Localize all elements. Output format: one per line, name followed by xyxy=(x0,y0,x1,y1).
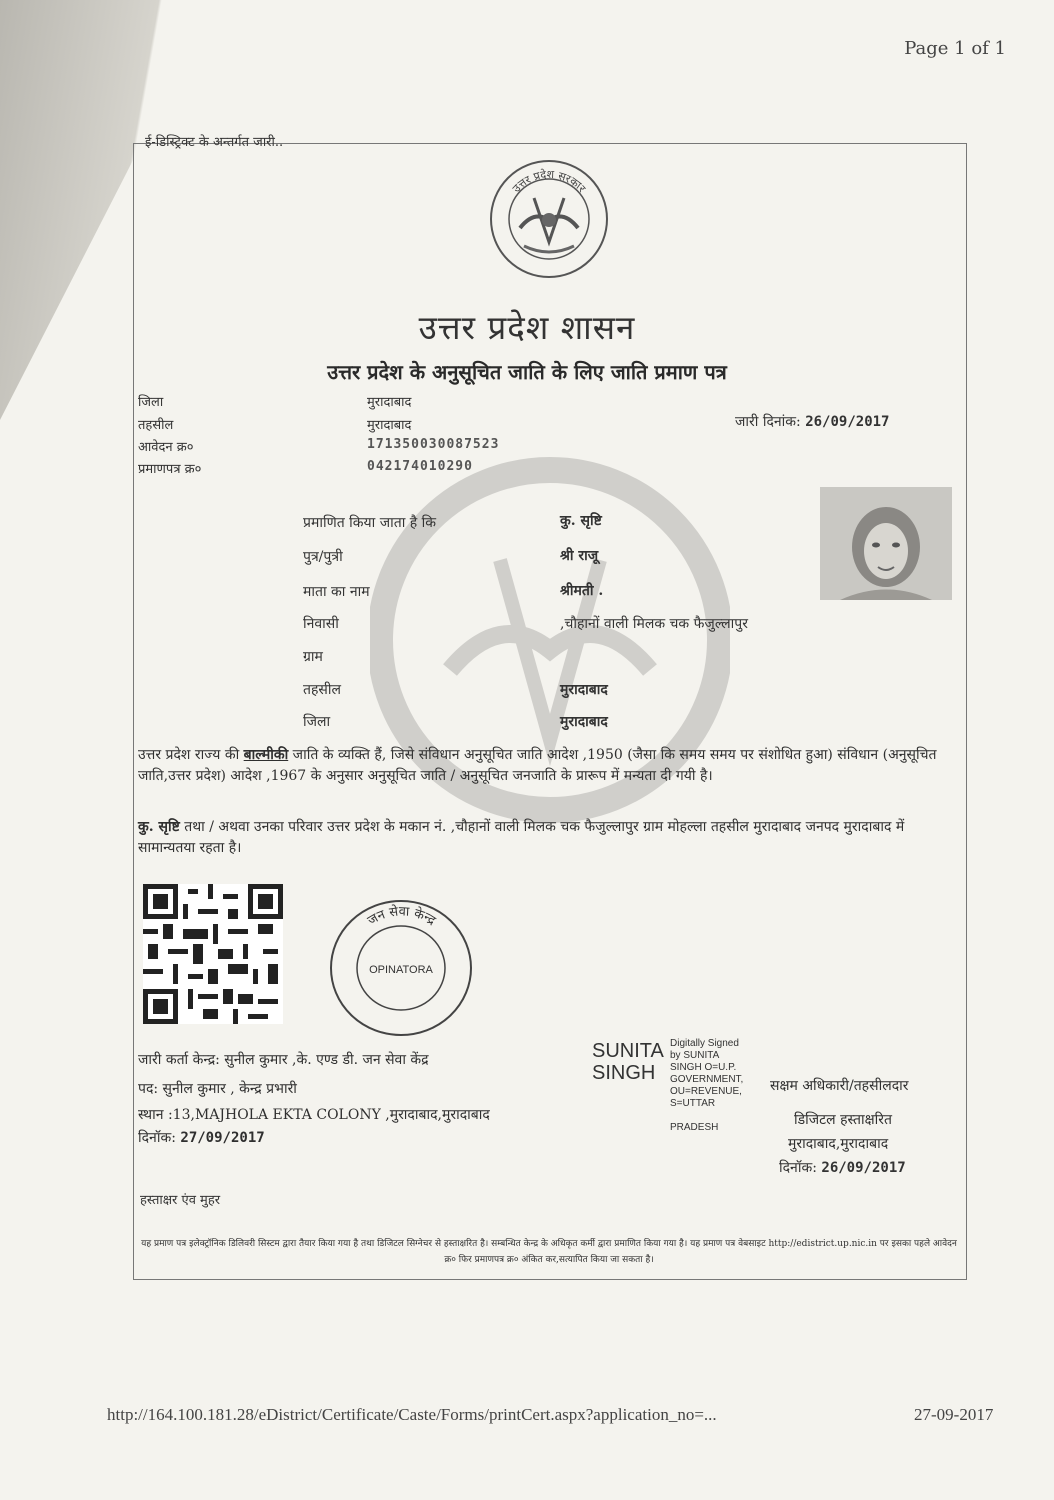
verification-note: यह प्रमाण पत्र इलेक्ट्रॉनिक डिलिवरी सिस्टम द्वारा तैयार किया गया है तथा डिजिटल सिग्नेचर से हस्ताक्षरित है। सम्बन्धित केन्द्र के अधिकृत कर्मी द्वारा प्रमाणित किया गया है। यह प्रमाण पत्र वेबसाइट http://edistrict.up.nic.in पर इसका पहले आवेदन क्र० फिर प्रमाणपत्र क्र० अंकित कर,सत्यापित किया जा सकता है। xyxy=(141,1239,957,1265)
tehsil-value: मुरादाबाद xyxy=(367,418,412,433)
detail-tehsil-value: मुरादाबाद xyxy=(560,682,608,698)
residence-applicant-name: कु. सृष्टि xyxy=(138,819,180,835)
signer-name xyxy=(592,1040,664,1084)
sig-line: OU=REVENUE, xyxy=(670,1086,742,1097)
certificate-subtitle: उत्तर प्रदेश के अनुसूचित जाति के लिए जाति प्रमाण पत्र xyxy=(327,360,727,384)
authority-date-label: दिनॉक: xyxy=(779,1160,817,1176)
mother-name: श्रीमती . xyxy=(560,583,604,599)
caste-name: बाल्मीकी xyxy=(243,747,289,763)
sig-line: PRADESH xyxy=(670,1122,719,1133)
qr-code xyxy=(143,884,283,1024)
sig-line: Digitally Signed xyxy=(670,1038,739,1049)
application-no-label: आवेदन क्र० xyxy=(138,440,194,455)
district-label: जिला xyxy=(138,395,164,410)
issue-date-label: जारी दिनांक: xyxy=(735,414,801,430)
village-label: ग्राम xyxy=(303,649,323,665)
print-url: http://164.100.181.28/eDistrict/Certificate/Caste/Forms/printCert.aspx?application_no=... xyxy=(107,1405,717,1424)
watermark-emblem-icon xyxy=(370,440,730,860)
signer-name-line1: SUNITA xyxy=(592,1040,664,1062)
issuer-place: स्थान :13,MAJHOLA EKTA COLONY ,मुरादाबाद,मुरादाबाद xyxy=(138,1107,490,1123)
detail-district-label: जिला xyxy=(303,714,331,730)
seal-text: जन सेवा केन्द्र xyxy=(365,904,439,929)
application-no-value: 171350030087523 xyxy=(367,437,500,452)
son-daughter-label: पुत्र/पुत्री xyxy=(303,549,343,565)
seal-inner-text: OPINATORA xyxy=(369,964,433,976)
caste-statement xyxy=(138,745,958,787)
issue-date xyxy=(735,412,890,431)
mother-name-label: माता का नाम xyxy=(303,584,370,600)
authority-date-value: 26/09/2017 xyxy=(821,1160,906,1176)
certificate-no-label: प्रमाणपत्र क्र० xyxy=(138,462,202,477)
residence-text: तथा / अथवा उनका परिवार उत्तर प्रदेश के मकान नं. ,चौहानों वाली मिलक चक फैजुल्लापुर ग्राम मोहल्ला तहसील मुरादाबाद जनपद मुरादाबाद में सामान्यतया रहता है। xyxy=(138,819,905,856)
father-name: श्री राजू xyxy=(560,548,599,564)
sig-line: GOVERNMENT, xyxy=(670,1074,744,1085)
issuer-date-value: 27/09/2017 xyxy=(180,1130,265,1146)
signature-detail xyxy=(670,1038,743,1134)
sig-line: S=UTTAR xyxy=(670,1098,716,1109)
sig-line: SINGH O=U.P. xyxy=(670,1062,737,1073)
print-date: 27-09-2017 xyxy=(914,1405,994,1424)
issuer-date xyxy=(138,1128,265,1147)
competent-authority: सक्षम अधिकारी/तहसीलदार xyxy=(770,1078,909,1094)
detail-tehsil-label: तहसील xyxy=(303,682,341,698)
sig-line: by SUNITA xyxy=(670,1050,720,1061)
resident-label: निवासी xyxy=(303,616,339,632)
signature-and-seal-label: हस्ताक्षर एंव मुहर xyxy=(140,1193,221,1208)
tehsil-label: तहसील xyxy=(138,418,174,433)
certificate-title: उत्तर प्रदेश शासन xyxy=(418,308,636,347)
emblem-text: उत्तर प्रदेश सरकार xyxy=(509,167,589,196)
caste-statement-start: उत्तर प्रदेश राज्य की xyxy=(138,747,244,763)
signer-name-line2: SINGH xyxy=(592,1062,656,1084)
caste-statement-end: जाति के व्यक्ति हैं, जिसे संविधान अनुसूचित जाति आदेश ,1950 (जैसा कि समय समय पर संशोधित हुआ) संविधान (अनुसूचित जाति,उत्तर प्रदेश) आदेश ,1967 के अनुसार अनुसूचित जाति / अनुसूचित जनजाति के प्रारूप में मन्यता दी गयी है। xyxy=(138,747,937,784)
issued-under: ई-डिस्ट्रिक्ट के अन्तर्गत जारी.. xyxy=(145,135,284,150)
residence-statement xyxy=(138,817,958,859)
digitally-signed-label: डिजिटल हस्ताक्षरित xyxy=(794,1112,892,1128)
authority-place: मुरादाबाद,मुरादाबाद xyxy=(788,1136,889,1152)
detail-district-value: मुरादाबाद xyxy=(560,714,608,730)
authority-date xyxy=(779,1158,906,1177)
svg-text:उत्तर प्रदेश सरकार xyxy=(510,168,589,195)
resident-value: ,चौहानों वाली मिलक चक फैजुल्लापुर xyxy=(560,616,748,632)
state-emblem-icon xyxy=(488,158,610,280)
issuer-post: पद: सुनील कुमार , केन्द्र प्रभारी xyxy=(138,1081,297,1097)
certificate-no-value: 042174010290 xyxy=(367,459,473,474)
issuing-center: जारी कर्ता केन्द्र: सुनील कुमार ,के. एण्ड डी. जन सेवा केंद्र xyxy=(138,1052,429,1068)
applicant-name: कु. सृष्टि xyxy=(560,513,602,529)
district-value: मुरादाबाद xyxy=(367,395,412,410)
issuer-date-label: दिनॉक: xyxy=(138,1130,176,1146)
jan-seva-kendra-seal xyxy=(324,893,479,1043)
issue-date-value: 26/09/2017 xyxy=(805,414,890,430)
applicant-photo xyxy=(820,487,952,600)
page-number: Page 1 of 1 xyxy=(904,38,1006,59)
certified-label: प्रमाणित किया जाता है कि xyxy=(303,515,437,531)
sig-line xyxy=(670,1110,743,1122)
